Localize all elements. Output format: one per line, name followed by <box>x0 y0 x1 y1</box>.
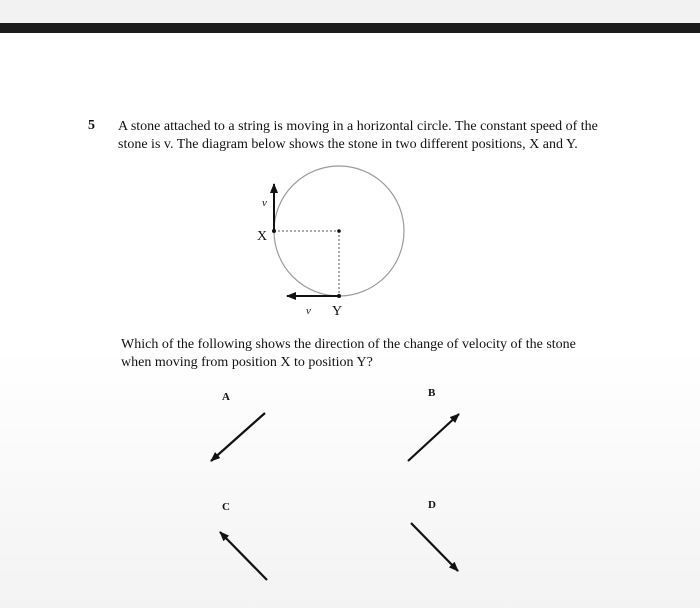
prompt-text-line: Which of the following shows the direction of the change of velocity of the stone <box>121 337 576 352</box>
option-arrow-b <box>408 414 459 461</box>
option-label-d: D <box>428 499 436 511</box>
velocity-label-y: v <box>306 305 311 317</box>
option-arrow-c <box>220 532 267 580</box>
question-text-line: A stone attached to a string is moving in a horizontal circle. The constant speed of the <box>118 119 598 134</box>
question-text-line: stone is v. The diagram below shows the stone in two different positions, X and Y. <box>118 137 578 152</box>
option-arrow-a <box>211 413 265 461</box>
position-label-x: X <box>257 229 268 244</box>
question-number: 5 <box>88 118 95 133</box>
option-arrow-d <box>411 523 458 571</box>
option-label-c: C <box>222 501 230 513</box>
circle-center <box>337 229 341 233</box>
option-label-a: A <box>222 391 230 403</box>
option-label-b: B <box>428 387 436 399</box>
prompt-text-line: when moving from position X to position Y? <box>121 355 373 370</box>
velocity-label-x: v <box>262 197 267 209</box>
prompt-text <box>121 336 601 372</box>
position-label-y: Y <box>332 304 343 319</box>
